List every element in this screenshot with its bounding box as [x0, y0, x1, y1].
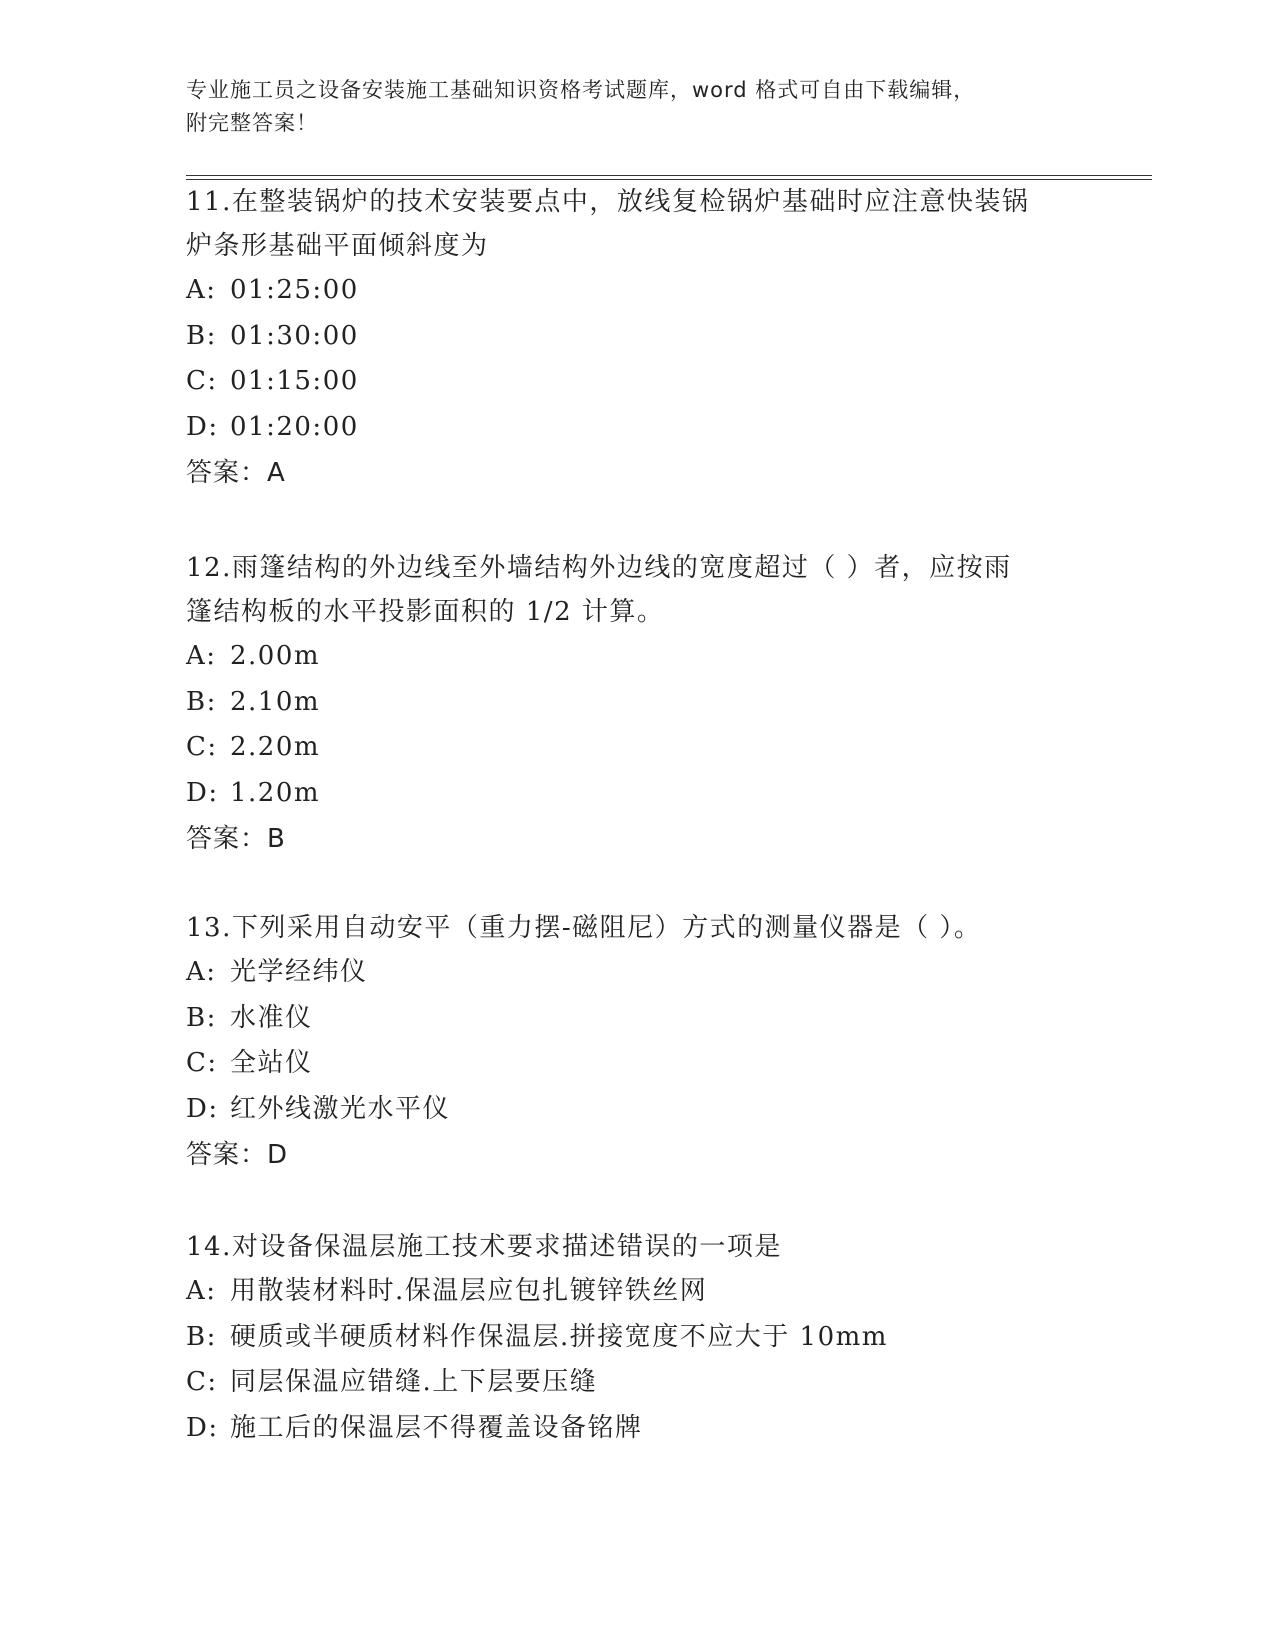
question-11: [186, 180, 1086, 496]
option-c: [186, 359, 1086, 405]
document-header: [186, 74, 1086, 140]
answer: 答案：D: [186, 1140, 289, 1170]
option-value: 硬质或半硬质材料作保温层.拼接宽度不应大于 10mm: [230, 1321, 888, 1352]
option-key: C:: [186, 732, 218, 762]
option-value: 01:15:00: [230, 366, 359, 396]
option-key: D:: [186, 411, 219, 442]
option-d: [186, 1087, 1086, 1133]
option-d: [186, 771, 1086, 817]
option-value: 水准仪: [230, 1002, 313, 1033]
option-key: A:: [186, 957, 217, 987]
option-b: [186, 680, 1086, 726]
question-14: [186, 1225, 1086, 1451]
option-key: A:: [186, 1276, 217, 1306]
option-a: [186, 268, 1086, 314]
option-value: 01:25:00: [230, 275, 359, 305]
option-b: [186, 314, 1086, 360]
option-key: B:: [186, 1002, 217, 1033]
option-c: [186, 1360, 1086, 1406]
option-key: C:: [186, 366, 218, 396]
option-value: 2.20m: [230, 732, 321, 762]
question-text-line: 12.雨篷结构的外边线至外墙结构外边线的宽度超过（ ）者，应按雨: [186, 553, 1012, 583]
header-line-2: 附完整答案！: [186, 111, 318, 135]
option-value: 用散装材料时.保温层应包扎镀锌铁丝网: [230, 1276, 708, 1306]
option-d: [186, 1406, 1086, 1452]
option-a: [186, 950, 1086, 996]
answer: 答案：A: [186, 458, 286, 488]
option-key: D:: [186, 1412, 219, 1443]
option-a: [186, 634, 1086, 680]
option-key: D:: [186, 1093, 219, 1124]
option-value: 同层保温应错缝.上下层要压缝: [230, 1367, 598, 1397]
question-12: [186, 546, 1086, 862]
option-value: 01:20:00: [230, 411, 359, 442]
option-key: C:: [186, 1048, 218, 1078]
question-text-line: 14.对设备保温层施工技术要求描述错误的一项是: [186, 1232, 782, 1262]
option-value: 01:30:00: [230, 320, 359, 351]
question-13: [186, 906, 1086, 1178]
header-line-1: 专业施工员之设备安装施工基础知识资格考试题库，word 格式可自由下载编辑，: [186, 78, 976, 102]
option-value: 施工后的保温层不得覆盖设备铭牌: [230, 1412, 643, 1443]
option-c: [186, 1041, 1086, 1087]
option-value: 红外线激光水平仪: [230, 1093, 451, 1124]
option-key: B:: [186, 320, 217, 351]
option-a: [186, 1269, 1086, 1315]
option-key: B:: [186, 1321, 217, 1352]
option-b: [186, 1315, 1086, 1361]
option-c: [186, 725, 1086, 771]
option-key: C:: [186, 1367, 218, 1397]
question-text-line: 炉条形基础平面倾斜度为: [186, 231, 489, 261]
option-value: 2.00m: [230, 641, 321, 671]
option-value: 1.20m: [230, 777, 321, 808]
option-key: B:: [186, 686, 217, 717]
option-d: [186, 405, 1086, 451]
answer: 答案：B: [186, 824, 286, 854]
option-value: 光学经纬仪: [230, 957, 368, 987]
option-b: [186, 996, 1086, 1042]
question-text-line: 篷结构板的水平投影面积的 1/2 计算。: [186, 597, 665, 627]
question-text-line: 13.下列采用自动安平（重力摆-磁阻尼）方式的测量仪器是（ ）。: [186, 913, 982, 943]
option-key: A:: [186, 275, 217, 305]
option-value: 2.10m: [230, 686, 321, 717]
question-text-line: 11.在整装锅炉的技术安装要点中，放线复检锅炉基础时应注意快装锅: [186, 187, 1030, 217]
option-key: A:: [186, 641, 217, 671]
option-value: 全站仪: [230, 1048, 313, 1078]
option-key: D:: [186, 777, 219, 808]
